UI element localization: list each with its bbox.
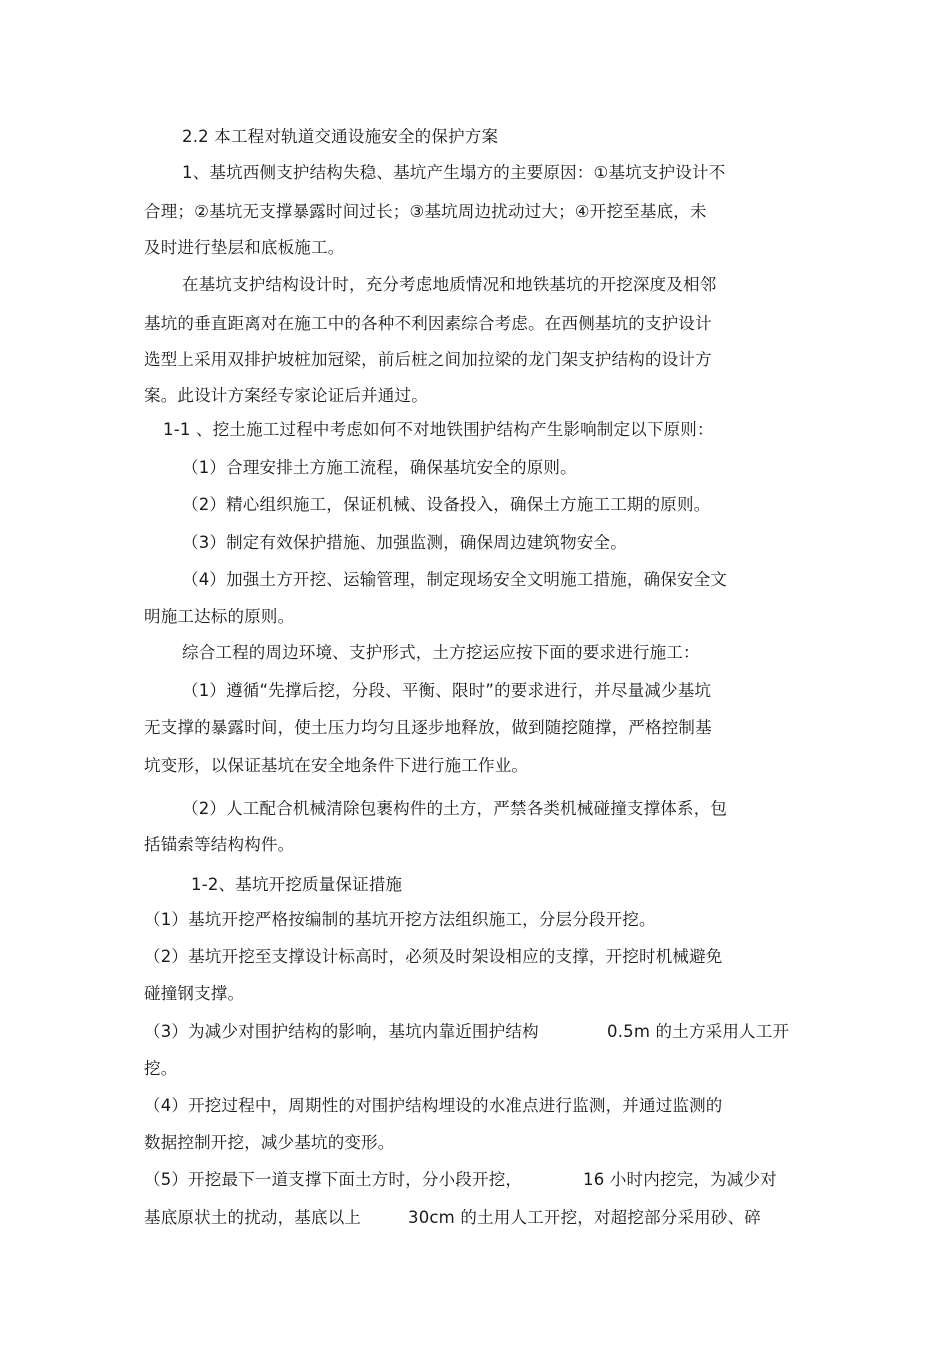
list-item: （1）基坑开挖严格按编制的基坑开挖方法组织施工，分层分段开挖。 — [144, 910, 656, 929]
paragraph-line: 基坑的垂直距离对在施工中的各种不利因素综合考虑。在西侧基坑的支护设计 — [144, 314, 712, 333]
list-item-continuation: 0.5m 的土方采用人工开 — [607, 1022, 790, 1041]
list-item: （2）基坑开挖至支撑设计标高时，必须及时架设相应的支撑，开挖时机械避免 — [144, 947, 723, 966]
paragraph-line: 案。此设计方案经专家论证后并通过。 — [144, 386, 428, 405]
section-heading: 2.2 本工程对轨道交通设施安全的保护方案 — [182, 127, 499, 146]
list-item: （3）制定有效保护措施、加强监测，确保周边建筑物安全。 — [182, 533, 627, 552]
paragraph-line: 基底原状土的扰动，基底以上 — [144, 1208, 362, 1227]
list-item: （4）加强土方开挖、运输管理，制定现场安全文明施工措施，确保安全文 — [182, 570, 728, 589]
paragraph-line-continuation: 30cm 的土用人工开挖，对超挖部分采用砂、碎 — [408, 1208, 761, 1227]
list-item: （1）遵循“先撑后挖，分段、平衡、限时”的要求进行，并尽量减少基坑 — [182, 681, 712, 700]
paragraph-line: 括锚索等结构构件。 — [144, 835, 295, 854]
paragraph-line: 1、基坑西侧支护结构失稳、基坑产生塌方的主要原因：①基坑支护设计不 — [182, 163, 726, 182]
list-item: （4）开挖过程中，周期性的对围护结构埋设的水准点进行监测，并通过监测的 — [144, 1096, 723, 1115]
paragraph-line: 碰撞钢支撑。 — [144, 984, 245, 1003]
paragraph-line: 及时进行垫层和底板施工。 — [144, 238, 345, 257]
list-item-continuation: 16 小时内挖完，为减少对 — [583, 1170, 777, 1189]
list-item: （5）开挖最下一道支撑下面土方时，分小段开挖， — [144, 1170, 523, 1189]
paragraph-line: 数据控制开挖，减少基坑的变形。 — [144, 1133, 395, 1152]
list-item: （2）人工配合机械清除包裹构件的土方，严禁各类机械碰撞支撑体系，包 — [182, 799, 728, 818]
paragraph-line: 无支撑的暴露时间，使土压力均匀且逐步地释放，做到随挖随撑，严格控制基 — [144, 718, 712, 737]
paragraph-line: 坑变形，以保证基坑在安全地条件下进行施工作业。 — [144, 756, 529, 775]
subsection-heading: 1-1 、挖土施工过程中考虑如何不对地铁围护结构产生影响制定以下原则： — [163, 420, 714, 439]
list-item: （3）为减少对围护结构的影响，基坑内靠近围护结构 — [144, 1022, 539, 1041]
paragraph-line: 在基坑支护结构设计时，充分考虑地质情况和地铁基坑的开挖深度及相邻 — [182, 275, 717, 294]
paragraph-line: 合理；②基坑无支撑暴露时间过长；③基坑周边扰动过大；④开挖至基底，未 — [144, 202, 707, 221]
paragraph-line: 综合工程的周边环境、支护形式，土方挖运应按下面的要求进行施工： — [182, 643, 700, 662]
subsection-heading: 1-2、基坑开挖质量保证措施 — [191, 875, 403, 894]
list-item: （1）合理安排土方施工流程，确保基坑安全的原则。 — [182, 458, 577, 477]
paragraph-line: 挖。 — [144, 1059, 178, 1078]
paragraph-line: 明施工达标的原则。 — [144, 607, 295, 626]
paragraph-line: 选型上采用双排护坡桩加冠梁，前后桩之间加拉梁的龙门架支护结构的设计方 — [144, 350, 712, 369]
list-item: （2）精心组织施工，保证机械、设备投入，确保土方施工工期的原则。 — [182, 495, 711, 514]
